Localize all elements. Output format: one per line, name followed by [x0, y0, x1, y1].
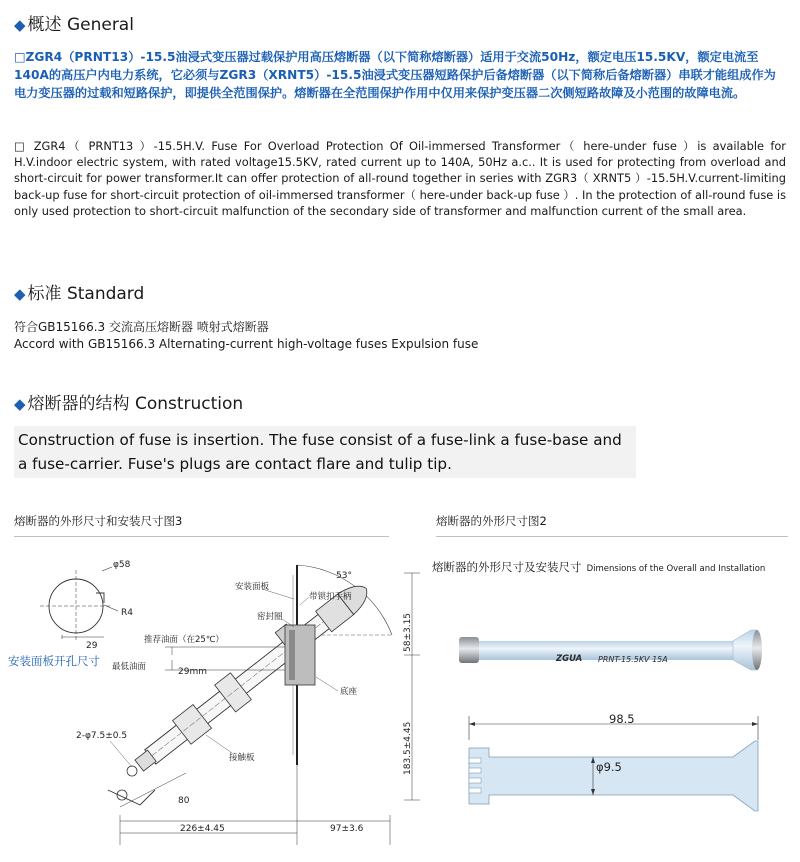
general-paragraph-cn: □ZGR4（PRNT13）-15.5油浸式变压器过载保护用高压熔断器（以下简称熔断器）适用于交流50Hz，额定电压15.5KV，额定电流至140A的高压户内电力系统，它必须与ZGR3（XRNT5）-15.5油浸式变压器短路保护后备熔断器（以下简称后备熔断器）串联才能组成作为电力变压器的过载和短路保护，即提供全范围保护。熔断器在全范围保护作用中仅用来保护变压器二次侧短路故障及小范围的故障电流。	[14, 50, 776, 100]
figure2-subcaption	[432, 556, 765, 575]
general-heading	[14, 10, 134, 35]
figure2-rule	[436, 536, 788, 537]
general-heading-cn: 概述	[27, 15, 62, 35]
label-lock-handle: 带锁扣手柄	[309, 592, 352, 602]
dim-80: 80	[178, 796, 190, 806]
construction-heading-cn: 熔断器的结构	[27, 394, 130, 414]
label-oil-level-recommended: 推荐油面（在25℃）	[144, 635, 224, 645]
figure2-caption: 熔断器的外形尺寸图2	[436, 514, 547, 528]
construction-heading	[14, 389, 243, 414]
dim-angle-53: 53°	[336, 571, 352, 581]
dim-183: 183.5±4.45	[403, 721, 413, 775]
dim-29: 29	[86, 641, 98, 651]
standard-heading-cn: 标准	[27, 284, 62, 304]
fuse-brand-text: ZGUA	[556, 654, 583, 664]
standard-heading-en: Standard	[66, 284, 145, 304]
standard-heading	[14, 279, 144, 304]
diamond-bullet-icon: ◆	[14, 16, 26, 34]
fuse-marking-text: PRNT-15.5KV 15A	[598, 655, 668, 664]
figure3-technical-drawing	[0, 545, 425, 857]
label-mount-panel: 安装面板	[235, 582, 270, 592]
construction-heading-en: Construction	[134, 394, 244, 414]
fuse-assembly-drawing	[126, 572, 379, 782]
diamond-bullet-icon: ◆	[14, 285, 26, 303]
dim-holes: 2-φ7.5±0.5	[76, 731, 128, 741]
dim-226: 226±4.45	[180, 824, 225, 834]
label-base: 底座	[340, 687, 358, 697]
panel-cutout-diagram	[40, 567, 118, 642]
fuse-photo	[455, 620, 775, 678]
label-contact-plate: 接触板	[229, 753, 255, 763]
label-oil-level-minimum: 最低油面	[112, 662, 147, 672]
label-seal-ring: 密封圈	[257, 612, 283, 622]
dim-r4: R4	[121, 608, 133, 618]
construction-description: Construction of fuse is insertion. The fuse consist of a fuse-link a fuse-base and a fuse-carrier. Fuse's plugs are contact flare and tulip tip.	[14, 426, 636, 478]
diamond-bullet-icon: ◆	[14, 395, 26, 413]
figure3-caption: 熔断器的外形尺寸和安装尺寸图3	[14, 514, 183, 528]
dim-length-98-5: 98.5	[609, 712, 635, 726]
standard-line-en: Accord with GB15166.3 Alternating-current high-voltage fuses Expulsion fuse	[14, 337, 479, 351]
dim-diameter-9-5: φ9.5	[596, 760, 622, 774]
bottom-bracket	[108, 766, 155, 805]
general-heading-en: General	[66, 15, 134, 35]
figure3-rule	[14, 536, 389, 537]
dim-97: 97±3.6	[330, 824, 364, 834]
panel-cutout-label: 安装面板开孔尺寸	[8, 654, 100, 668]
dim-29mm: 29mm	[178, 667, 207, 677]
figure2-subcaption-cn: 熔断器的外形尺寸及安装尺寸	[432, 560, 582, 574]
dim-58: 58±3.15	[403, 612, 413, 652]
standard-line-cn: 符合GB15166.3 交流高压熔断器 喷射式熔断器	[14, 320, 269, 334]
figure2-subcaption-en: Dimensions of the Overall and Installation	[586, 564, 766, 574]
dim-phi58: φ58	[113, 560, 131, 570]
general-paragraph-en: □ ZGR4（ PRNT13 ）-15.5H.V. Fuse For Overload Protection Of Oil-immersed Transformer（ here-under fuse ）is available for H.V.indoor electric system, with rated voltage15.5KV, rated current up to 140A, 50Hz a.c.. It is used for protecting from overload and short-circuit for power transformer.It can offer protection of all-round together in series with ZGR3（ XRNT5 ）-15.5H.V.current-limiting back-up fuse for short-circuit protection of oil-immersed transformer（ here-under back-up fuse ）. In the protection of all-round fuse is only used protection to short-circuit malfunction of the secondary side of transformer and malfunction current of the small area.	[14, 139, 786, 218]
